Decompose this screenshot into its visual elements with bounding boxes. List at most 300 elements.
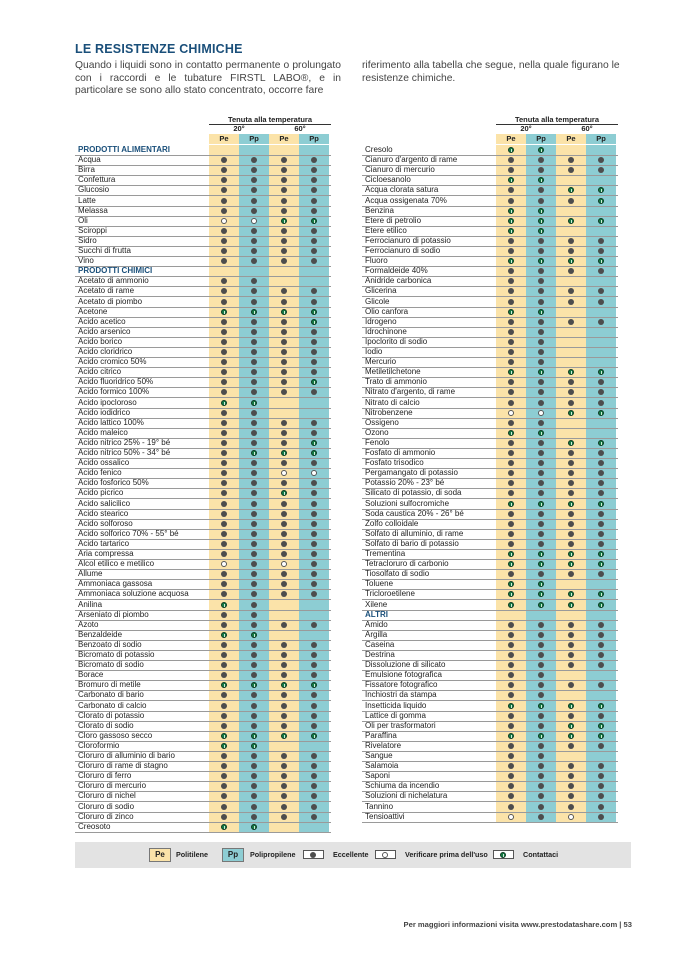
excellent-dot-icon [221,440,227,446]
contact-dot-icon [251,400,257,406]
excellent-dot-icon [598,632,604,638]
substance-name: Ammoniaca soluzione acquosa [78,589,189,599]
excellent-dot-icon [251,470,257,476]
excellent-dot-icon [221,642,227,648]
excellent-dot-icon [508,238,514,244]
excellent-dot-icon [251,349,257,355]
verify-dot-icon [281,470,287,476]
substance-name: Trementina [365,549,406,558]
excellent-dot-icon [568,238,574,244]
excellent-dot-icon [538,379,544,385]
contact-dot-icon [251,450,257,456]
excellent-dot-icon [251,167,257,173]
excellent-dot-icon [598,622,604,628]
contact-dot-icon [251,632,257,638]
excellent-dot-icon [508,167,514,173]
col-pe-20: Pe [496,134,526,144]
excellent-dot-icon [311,753,317,759]
excellent-dot-icon [251,551,257,557]
contact-dot-icon [568,501,574,507]
contact-dot-icon [311,218,317,224]
substance-name: Acido borico [78,336,123,346]
excellent-dot-icon [538,763,544,769]
table-body [75,145,331,832]
excellent-dot-icon [311,238,317,244]
excellent-dot-icon [311,773,317,779]
excellent-dot-icon [598,299,604,305]
excellent-dot-icon [311,501,317,507]
contact-dot-icon [508,561,514,567]
contact-dot-icon [568,410,574,416]
substance-name: Melassa [78,205,108,215]
excellent-dot-icon [568,713,574,719]
excellent-dot-icon [568,571,574,577]
excellent-dot-icon [311,703,317,709]
excellent-dot-icon [508,632,514,638]
table-row [362,812,618,823]
substance-name: Etere di petrolio [365,215,422,225]
excellent-dot-icon [538,531,544,537]
contact-dot-icon [538,228,544,234]
substance-name: Acido ipocloroso [78,397,137,407]
excellent-dot-icon [251,228,257,234]
substance-name: Benzaldeide [78,629,123,639]
excellent-dot-icon [251,773,257,779]
excellent-dot-icon [311,258,317,264]
excellent-dot-icon [221,490,227,496]
excellent-dot-icon [251,278,257,284]
excellent-dot-icon [538,682,544,688]
contact-dot-icon [221,824,227,830]
excellent-dot-icon [311,248,317,254]
substance-name: Lattice di gomma [365,710,426,720]
substance-name: Acetato di rame [78,286,135,296]
substance-name: Acido acetico [78,316,126,326]
excellent-dot-icon [568,480,574,486]
excellent-dot-icon [598,288,604,294]
verify-dot-icon [382,852,388,858]
substance-name: Caseina [365,639,395,649]
substance-name: Nitrobenzene [365,407,413,417]
excellent-dot-icon [311,561,317,567]
excellent-dot-icon [568,400,574,406]
excellent-dot-icon [508,198,514,204]
excellent-dot-icon [251,581,257,587]
excellent-dot-icon [508,379,514,385]
excellent-dot-icon [508,349,514,355]
excellent-dot-icon [311,430,317,436]
excellent-dot-icon [281,773,287,779]
substance-name: Idrochinone [365,326,407,336]
contact-dot-icon [598,369,604,375]
excellent-dot-icon [251,602,257,608]
excellent-dot-icon [221,501,227,507]
excellent-dot-icon [281,763,287,769]
substance-name: Tannino [365,801,394,811]
excellent-dot-icon [538,278,544,284]
contact-dot-icon [538,602,544,608]
substance-name: Acido fluoridrico 50% [78,377,154,387]
contact-dot-icon [311,733,317,739]
excellent-dot-icon [311,814,317,820]
excellent-dot-icon [281,531,287,537]
excellent-dot-icon [311,157,317,163]
contact-dot-icon [508,501,514,507]
contact-dot-icon [538,733,544,739]
excellent-dot-icon [281,571,287,577]
excellent-dot-icon [311,793,317,799]
substance-name: Cloruro di zinco [78,811,134,821]
substance-name: Xilene [365,599,388,609]
excellent-dot-icon [251,783,257,789]
excellent-dot-icon [598,642,604,648]
excellent-dot-icon [221,753,227,759]
excellent-dot-icon [281,430,287,436]
excellent-dot-icon [538,359,544,365]
substance-name: Fissatore fotografico [365,680,438,690]
substance-name: Tricloroetilene [365,589,415,599]
substance-name: Sciroppi [78,225,107,235]
intro-right: riferimento alla tabella che segue, nella quale figurano le resistenze chimiche. [362,60,620,84]
excellent-dot-icon [311,339,317,345]
excellent-dot-icon [251,713,257,719]
col-pp-60: Pp [299,134,329,144]
excellent-dot-icon [311,198,317,204]
substance-name: Tensioattivi [365,811,405,821]
excellent-dot-icon [221,652,227,658]
excellent-dot-icon [598,541,604,547]
excellent-dot-icon [508,783,514,789]
excellent-dot-icon [221,420,227,426]
contact-dot-icon [251,682,257,688]
contact-dot-icon [508,703,514,709]
excellent-dot-icon [508,662,514,668]
excellent-dot-icon [281,591,287,597]
excellent-dot-icon [311,804,317,810]
excellent-dot-icon [568,167,574,173]
substance-name: Tetracloruro di carbonio [365,559,449,569]
excellent-dot-icon [508,692,514,698]
legend-contact-label: Contattaci [523,850,559,859]
substance-name: Acido fenico [78,468,122,478]
excellent-dot-icon [538,238,544,244]
excellent-dot-icon [281,521,287,527]
substance-name: Creosoto [78,821,111,831]
contact-dot-icon [598,440,604,446]
excellent-dot-icon [508,490,514,496]
excellent-dot-icon [538,511,544,517]
substance-name: Acido nitrico 25% - 19° bé [78,437,171,447]
excellent-dot-icon [251,642,257,648]
substance-name: Dissoluzione di silicato [365,660,446,670]
substance-name: Ipoclorito di sodio [365,336,428,346]
verify-dot-icon [538,410,544,416]
contact-dot-icon [508,369,514,375]
substance-name: Confettura [78,175,116,185]
contact-dot-icon [538,258,544,264]
excellent-dot-icon [538,652,544,658]
contact-dot-icon [568,561,574,567]
excellent-dot-icon [598,389,604,395]
substance-name: Nitrato d'argento, di rame [365,387,456,397]
substance-name: Pergamangato di potassio [365,468,458,478]
excellent-dot-icon [568,470,574,476]
excellent-dot-icon [281,642,287,648]
contact-dot-icon [311,682,317,688]
excellent-dot-icon [508,743,514,749]
substance-name: Ammoniaca gassosa [78,579,153,589]
substance-name: Destrina [365,650,395,659]
excellent-dot-icon [538,814,544,820]
excellent-dot-icon [568,511,574,517]
contact-dot-icon [538,551,544,557]
excellent-dot-icon [221,208,227,214]
excellent-dot-icon [508,329,514,335]
substance-name: Cianuro di mercurio [365,165,435,175]
excellent-dot-icon [251,622,257,628]
substance-name: Oli [78,215,88,225]
excellent-dot-icon [568,662,574,668]
excellent-dot-icon [251,238,257,244]
contact-dot-icon [311,379,317,385]
excellent-dot-icon [568,450,574,456]
substance-name: Alcol etilico e metilico [78,559,155,569]
excellent-dot-icon [568,743,574,749]
excellent-dot-icon [311,763,317,769]
excellent-dot-icon [598,248,604,254]
excellent-dot-icon [221,763,227,769]
substance-name: Cloruro di alluminio di bario [78,751,175,760]
excellent-dot-icon [598,268,604,274]
legend-verify-label: Verificare prima dell'uso [405,850,488,859]
excellent-dot-icon [221,369,227,375]
excellent-dot-icon [311,420,317,426]
contact-dot-icon [251,743,257,749]
excellent-dot-icon [221,167,227,173]
substance-name: Acido maleico [78,427,128,437]
page-title: LE RESISTENZE CHIMICHE [75,42,243,56]
excellent-dot-icon [598,682,604,688]
excellent-dot-icon [221,238,227,244]
excellent-dot-icon [221,430,227,436]
contact-dot-icon [508,581,514,587]
excellent-dot-icon [221,713,227,719]
contact-dot-icon [568,703,574,709]
substance-name: Acido fosforico 50% [78,478,149,488]
excellent-dot-icon [508,804,514,810]
excellent-dot-icon [598,450,604,456]
substance-name: Inchiostri da stampa [365,690,437,700]
excellent-dot-icon [538,622,544,628]
excellent-dot-icon [508,359,514,365]
excellent-dot-icon [251,198,257,204]
temperature-title: Tenuta alla temperatura [227,115,313,124]
legend-pe-label: Politilene [176,850,208,859]
excellent-dot-icon [568,541,574,547]
excellent-dot-icon [281,581,287,587]
excellent-dot-icon [281,460,287,466]
contact-dot-icon [538,369,544,375]
excellent-dot-icon [598,379,604,385]
excellent-dot-icon [568,490,574,496]
excellent-dot-icon [508,400,514,406]
excellent-dot-icon [221,248,227,254]
substance-name: Acido nitrico 50% - 34° bé [78,448,171,457]
excellent-dot-icon [538,490,544,496]
excellent-dot-icon [221,299,227,305]
contact-dot-icon [508,147,514,153]
excellent-dot-icon [538,773,544,779]
excellent-dot-icon [538,400,544,406]
contact-dot-icon [538,309,544,315]
excellent-dot-icon [538,157,544,163]
excellent-dot-icon [281,703,287,709]
excellent-dot-icon [508,713,514,719]
excellent-dot-icon [251,501,257,507]
excellent-dot-icon [221,511,227,517]
contact-dot-icon [508,258,514,264]
excellent-dot-icon [251,531,257,537]
contact-dot-icon [508,551,514,557]
excellent-dot-icon [251,420,257,426]
substance-name: Cloruro di nichel [78,791,136,801]
contact-dot-icon [598,198,604,204]
excellent-dot-icon [281,793,287,799]
excellent-dot-icon [281,208,287,214]
contact-dot-icon [598,703,604,709]
excellent-dot-icon [568,288,574,294]
excellent-dot-icon [508,652,514,658]
excellent-dot-icon [251,793,257,799]
excellent-dot-icon [221,359,227,365]
excellent-dot-icon [538,723,544,729]
excellent-dot-icon [568,773,574,779]
excellent-dot-icon [311,672,317,678]
contact-dot-icon [311,440,317,446]
excellent-dot-icon [251,763,257,769]
contact-dot-icon [598,723,604,729]
excellent-dot-icon [251,703,257,709]
excellent-dot-icon [311,622,317,628]
section-title: ALTRI [365,609,388,619]
contact-dot-icon [221,733,227,739]
excellent-dot-icon [281,299,287,305]
excellent-dot-icon [251,359,257,365]
excellent-dot-icon [221,662,227,668]
excellent-dot-icon [508,773,514,779]
substance-name: Ferrocianuro di potassio [365,235,451,245]
excellent-dot-icon [538,804,544,810]
excellent-dot-icon [221,258,227,264]
substance-name: Fosfato trisodico [365,458,424,468]
excellent-dot-icon [281,662,287,668]
contact-dot-icon [251,824,257,830]
excellent-dot-icon [281,814,287,820]
contact-dot-icon [598,561,604,567]
contact-dot-icon [568,369,574,375]
substance-name: Cloruro di rame di stagno [78,761,168,771]
substance-name: Sidro [78,235,97,245]
excellent-dot-icon [538,793,544,799]
substance-name: Acetone [78,306,108,316]
contact-dot-icon [568,723,574,729]
substance-name: Glucosio [78,185,110,195]
intro-left: Quando i liquidi sono in contatto permanente o prolungato con i raccordi e le tubature FIRSTL LABO®, e in particolare se sono allo stato concentrato, occorre fare [75,60,341,97]
substance-name: Glicerina [365,286,397,296]
excellent-dot-icon [221,814,227,820]
substance-name: Cianuro d'argento di rame [365,155,458,165]
excellent-dot-icon [598,319,604,325]
verify-dot-icon [281,561,287,567]
excellent-dot-icon [221,672,227,678]
verify-dot-icon [311,470,317,476]
excellent-dot-icon [251,208,257,214]
excellent-dot-icon [281,167,287,173]
excellent-dot-icon [251,187,257,193]
substance-name: Glicole [365,296,390,306]
excellent-dot-icon [311,369,317,375]
excellent-dot-icon [221,723,227,729]
excellent-dot-icon [538,339,544,345]
verify-dot-icon [568,814,574,820]
excellent-dot-icon [568,389,574,395]
excellent-dot-icon [538,480,544,486]
excellent-dot-icon [221,622,227,628]
excellent-dot-icon [251,571,257,577]
excellent-dot-icon [281,420,287,426]
excellent-dot-icon [598,490,604,496]
excellent-dot-icon [221,157,227,163]
substance-name: Anilina [78,599,103,609]
excellent-dot-icon [311,551,317,557]
contact-dot-icon [281,490,287,496]
substance-name: Ferrocianuro di sodio [365,246,441,255]
excellent-dot-icon [508,571,514,577]
excellent-dot-icon [311,511,317,517]
substance-name: Acido citrico [78,367,122,377]
excellent-dot-icon [251,814,257,820]
excellent-dot-icon [221,389,227,395]
substance-name: Iodio [365,347,383,356]
excellent-dot-icon [221,541,227,547]
substance-name: Acido picrico [78,488,124,498]
substance-name: Ozono [365,427,389,437]
excellent-dot-icon [311,581,317,587]
excellent-dot-icon [508,248,514,254]
substance-name: Aria compressa [78,549,134,558]
excellent-dot-icon [568,157,574,163]
excellent-dot-icon [311,329,317,335]
substance-name: Cloruro di ferro [78,771,132,781]
substance-name: Acido cloridrico [78,347,133,356]
substance-name: Formaldeide 40% [365,266,428,276]
excellent-dot-icon [221,793,227,799]
excellent-dot-icon [311,288,317,294]
excellent-dot-icon [508,157,514,163]
excellent-dot-icon [251,379,257,385]
excellent-dot-icon [251,490,257,496]
substance-name: Acido iodidrico [78,407,131,417]
excellent-dot-icon [538,420,544,426]
substance-name: Carbonato di calcio [78,700,147,710]
excellent-dot-icon [568,248,574,254]
excellent-dot-icon [598,713,604,719]
excellent-dot-icon [538,460,544,466]
excellent-dot-icon [568,763,574,769]
excellent-dot-icon [568,793,574,799]
contact-dot-icon [508,733,514,739]
excellent-dot-icon [311,521,317,527]
